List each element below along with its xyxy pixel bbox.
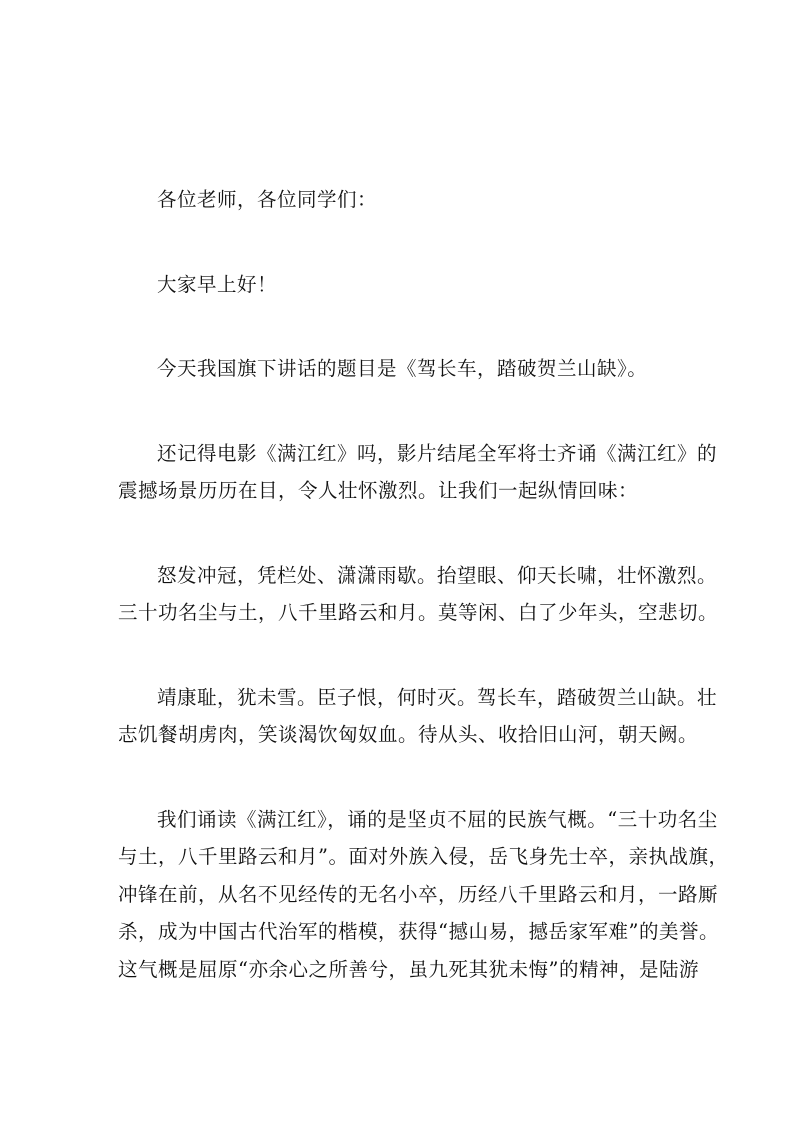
text-line: 这气概是屈原“亦余心之所善兮，虽九死其犹未悔”的精神，是陆游	[118, 957, 699, 981]
paragraph	[118, 801, 729, 989]
paragraph	[118, 557, 719, 632]
text-line: 各位老师，各位同学们：	[157, 188, 378, 211]
text-line: 靖康耻，犹未雪。臣子恨，何时灭。驾长车，踏破贺兰山缺。壮	[157, 685, 718, 709]
paragraph	[118, 181, 688, 219]
text-line: 志饥餐胡虏肉，笑谈渴饮匈奴血。待从头、收拾旧山河，朝天阙。	[118, 723, 699, 746]
text-line: 三十功名尘与土，八千里路云和月。莫等闲、白了少年头，空悲切。	[118, 601, 719, 624]
text-line: 还记得电影《满江红》吗，影片结尾全军将士齐诵《满江红》的	[157, 441, 718, 465]
paragraph	[118, 266, 688, 304]
text-line: 震撼场景历历在目，令人壮怀激烈。让我们一起纵情回味：	[118, 479, 639, 502]
text-line: 今天我国旗下讲话的题目是《驾长车，踏破贺兰山缺》。	[157, 357, 648, 380]
text-line: 冲锋在前，从名不见经传的无名小卒，历经八千里路云和月，一路厮	[118, 882, 719, 906]
paragraph	[118, 350, 688, 388]
text-line: 与土，八千里路云和月”。面对外族入侵，岳飞身先士卒，亲执战旗，	[118, 845, 729, 868]
text-line: 大家早上好！	[157, 272, 278, 296]
text-line: 我们诵读《满江红》，诵的是坚贞不屈的民族气概。“三十功名尘	[157, 807, 718, 831]
text-line: 怒发冲冠，凭栏处、潇潇雨歇。抬望眼、仰天长啸，壮怀激烈。	[157, 563, 718, 587]
paragraph	[118, 435, 718, 510]
text-line: 杀，成为中国古代治军的楷模，获得“撼山易，撼岳家军难”的美誉。	[118, 920, 719, 943]
paragraph	[118, 679, 718, 754]
document-page	[118, 181, 729, 1035]
